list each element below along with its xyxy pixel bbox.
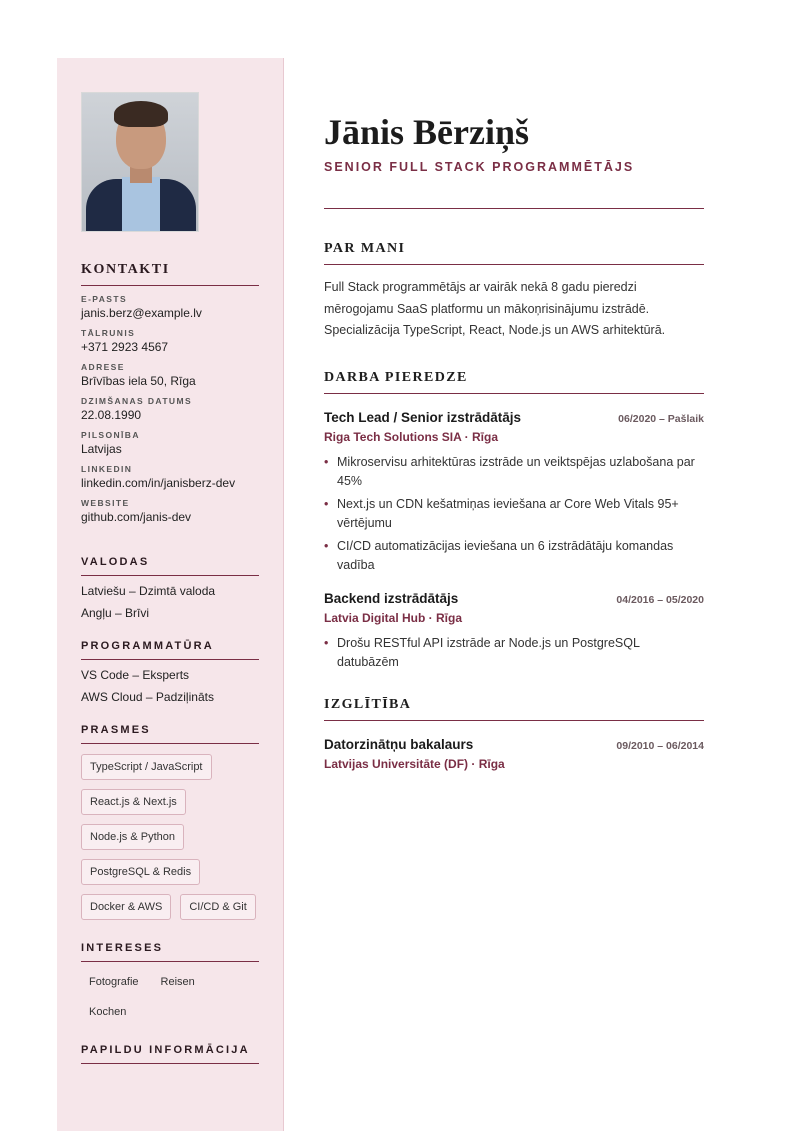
- person-role: SENIOR FULL STACK PROGRAMMĒTĀJS: [324, 160, 635, 174]
- contact-label: DZIMŠANAS DATUMS: [81, 396, 193, 406]
- about-text: Full Stack programmētājs ar vairāk nekā 8 gadu pieredzi mērogojamu SaaS platformu un mākoņrisinājumu izstrādē. Specializācija TypeScript, React, Node.js un AWS arhitektūrā.: [324, 280, 666, 337]
- language-item: Latviešu – Dzimtā valoda: [81, 584, 216, 598]
- contact-value[interactable]: janis.berz@example.lv: [81, 306, 202, 320]
- skill-chip: Node.js & Python: [81, 824, 184, 850]
- person-name: Jānis Bērziņš: [324, 112, 530, 152]
- profile-photo: [81, 92, 199, 232]
- contact-item: [81, 294, 259, 320]
- about-heading: PAR MANI: [324, 241, 704, 265]
- contact-item: [81, 328, 259, 354]
- education-school: Latvijas Universitāte (DF) · Rīga: [324, 756, 505, 771]
- contact-label: E-PASTS: [81, 294, 128, 304]
- job-bullet: • Drošu RESTful API izstrāde ar Node.js un PostgreSQL datubāzēm: [324, 634, 704, 673]
- job-bullet: • CI/CD automatizācijas ieviešana un 6 izstrādātāju komandas vadība: [324, 537, 704, 576]
- language-item: Angļu – Brīvi: [81, 606, 150, 620]
- contact-item: [81, 464, 259, 490]
- contact-label: LINKEDIN: [81, 464, 133, 474]
- header-divider: [324, 208, 704, 209]
- skills-heading: PRASMES: [81, 724, 259, 744]
- job-entry: [324, 410, 704, 576]
- job-company: Latvia Digital Hub · Rīga: [324, 610, 463, 625]
- contact-label: WEBSITE: [81, 498, 130, 508]
- skills-list: [81, 754, 259, 920]
- experience-heading: DARBA PIEREDZE: [324, 370, 704, 394]
- job-company: Riga Tech Solutions SIA · Rīga: [324, 429, 499, 444]
- software-heading: PROGRAMMATŪRA: [81, 640, 259, 660]
- job-title: Backend izstrādātājs: [324, 590, 459, 606]
- contact-value: Latvijas: [81, 442, 122, 456]
- interest-item: Kochen: [89, 1006, 127, 1018]
- contact-label: ADRESE: [81, 362, 125, 372]
- extra-info-heading: PAPILDU INFORMĀCIJA: [81, 1044, 259, 1064]
- interests-list: [81, 972, 259, 1022]
- contact-label: PILSONĪBA: [81, 430, 140, 440]
- job-entry: [324, 591, 704, 673]
- main-content: [324, 110, 704, 771]
- job-title: Tech Lead / Senior izstrādātājs: [324, 409, 522, 425]
- education-date: 09/2010 – 06/2014: [616, 739, 704, 752]
- job-date: 06/2020 – Pašlaik: [618, 412, 704, 425]
- interest-item: Fotografie: [89, 976, 139, 988]
- sidebar: [57, 58, 284, 1131]
- software-item: VS Code – Eksperts: [81, 668, 190, 682]
- skill-chip: TypeScript / JavaScript: [81, 754, 212, 780]
- contacts-heading: KONTAKTI: [81, 262, 259, 286]
- contact-item: [81, 430, 259, 456]
- education-degree: Datorzinātņu bakalaurs: [324, 736, 474, 752]
- skill-chip: CI/CD & Git: [180, 894, 255, 920]
- contact-value: 22.08.1990: [81, 408, 142, 422]
- contact-value[interactable]: +371 2923 4567: [81, 340, 169, 354]
- interests-heading: INTERESES: [81, 942, 259, 962]
- contacts-list: [81, 294, 259, 524]
- contact-item: [81, 362, 259, 388]
- skill-chip: Docker & AWS: [81, 894, 171, 920]
- software-item: AWS Cloud – Padziļināts: [81, 690, 214, 704]
- job-bullets: [324, 634, 704, 673]
- education-entry: [324, 737, 704, 771]
- job-bullets: [324, 453, 704, 576]
- contact-item: [81, 498, 259, 524]
- contact-value[interactable]: linkedin.com/in/janisberz-dev: [81, 476, 236, 490]
- job-bullet: • Next.js un CDN kešatmiņas ieviešana ar Core Web Vitals 95+ vērtējumu: [324, 495, 704, 534]
- languages-heading: VALODAS: [81, 556, 259, 576]
- interest-item: Reisen: [160, 976, 195, 988]
- job-bullet: • Mikroservisu arhitektūras izstrāde un veiktspējas uzlabošana par 45%: [324, 453, 704, 492]
- contact-value[interactable]: github.com/janis-dev: [81, 510, 192, 524]
- job-date: 04/2016 – 05/2020: [616, 593, 704, 606]
- contact-item: [81, 396, 259, 422]
- contact-value: Brīvības iela 50, Rīga: [81, 374, 196, 388]
- skill-chip: PostgreSQL & Redis: [81, 859, 200, 885]
- contact-label: TĀLRUNIS: [81, 328, 136, 338]
- education-heading: IZGLĪTĪBA: [324, 697, 704, 721]
- skill-chip: React.js & Next.js: [81, 789, 186, 815]
